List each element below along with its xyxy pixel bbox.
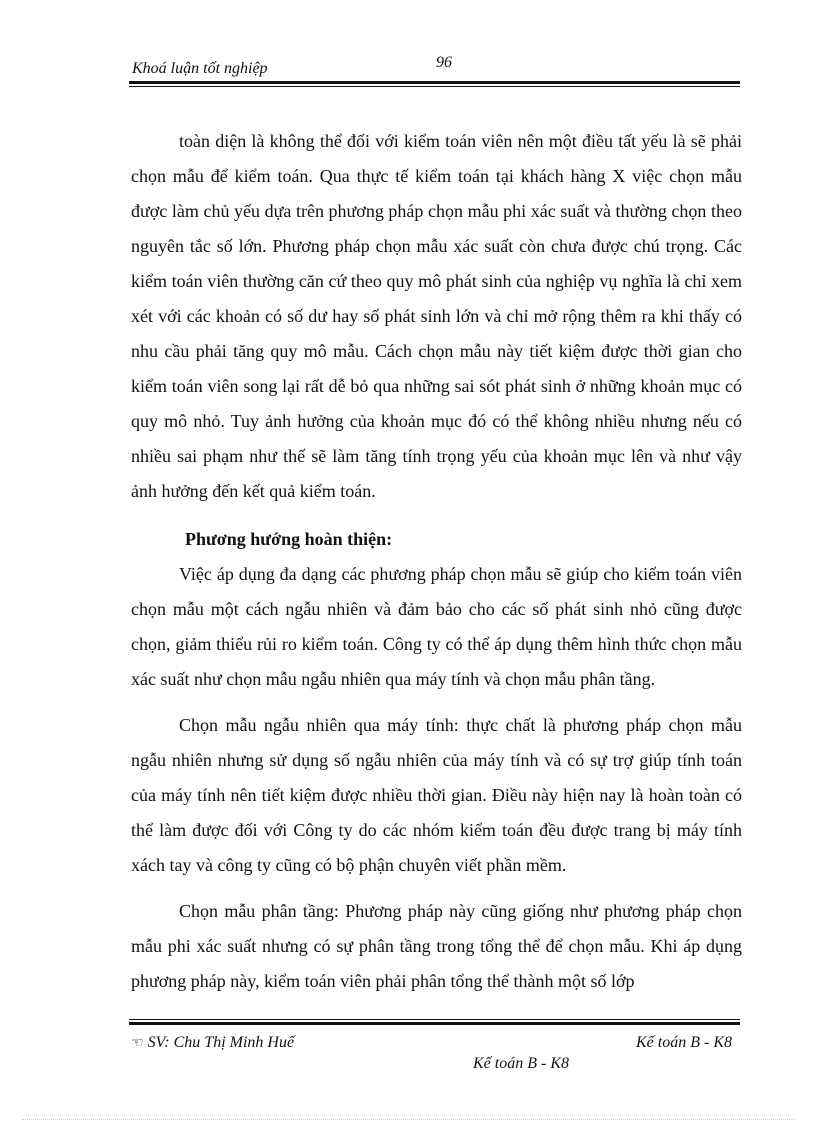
- paragraph-3: Chọn mẫu ngẫu nhiên qua máy tính: thực chất là phương pháp chọn mẫu ngẫu nhiên nhưng sử dụng số ngẫu nhiên của máy tính và có sự trợ giúp tính toán của máy tính nên tiết kiệm được nhiều thời gian. Điều này hiện nay là hoàn toàn có thể làm được đối với Công ty do các nhóm kiểm toán đều được trang bị máy tính xách tay và công ty cũng có bộ phận chuyên viết phần mềm.: [131, 715, 742, 875]
- page-edge-divider: [22, 1119, 794, 1120]
- footer-class-right: Kế toán B - K8: [636, 1034, 732, 1051]
- author-name: SV: Chu Thị Minh Huế: [147, 1034, 295, 1051]
- footer-rule-thick: [129, 1022, 740, 1025]
- paragraph-2: Việc áp dụng đa dạng các phương pháp chọn mẫu sẽ giúp cho kiểm toán viên chọn mẫu một cách ngẫu nhiên và đảm bảo cho các số phát sinh nhỏ cũng được chọn, giảm thiểu rủi ro kiểm toán. Công ty có thể áp dụng thêm hình thức chọn mẫu xác suất như chọn mẫu ngẫu nhiên qua máy tính và chọn mẫu phân tầng.: [131, 564, 742, 689]
- header-title: Khoá luận tốt nghiệp: [132, 60, 268, 77]
- header-rule-thick: [129, 81, 740, 84]
- header-rule-thin: [129, 86, 740, 87]
- hand-pointer-icon: ☜: [131, 1036, 144, 1051]
- footer-rule-thin: [129, 1019, 740, 1020]
- paragraph-4: Chọn mẫu phân tầng: Phương pháp này cũng giống như phương pháp chọn mẫu phi xác suất nhưng có sự phân tầng trong tổng thể để chọn mẫu. Khi áp dụng phương pháp này, kiểm toán viên phải phân tổng thể thành một số lớp: [131, 901, 742, 991]
- footer-author: [131, 1034, 294, 1052]
- page-number: 96: [436, 54, 452, 71]
- body-text: [131, 124, 742, 999]
- section-heading: Phương hướng hoàn thiện:: [185, 529, 393, 549]
- paragraph-1: toàn diện là không thể đối với kiểm toán viên nên một điều tất yếu là sẽ phải chọn mẫu để kiểm toán. Qua thực tế kiểm toán tại khách hàng X việc chọn mẫu được làm chủ yếu dựa trên phương pháp chọn mẫu phi xác suất và thường chọn theo nguyên tắc số lớn. Phương pháp chọn mẫu xác suất còn chưa được chú trọng. Các kiểm toán viên thường căn cứ theo quy mô phát sinh của nghiệp vụ nghĩa là chỉ xem xét với các khoản có số dư hay số phát sinh lớn và chỉ mở rộng thêm ra khi thấy có nhu cầu phải tăng quy mô mẫu. Cách chọn mẫu này tiết kiệm được thời gian cho kiểm toán viên song lại rất dễ bỏ qua những sai sót phát sinh ở những khoản mục có quy mô nhỏ. Tuy ảnh hưởng của khoản mục đó có thể không nhiều nhưng nếu có nhiều sai phạm như thế sẽ làm tăng tính trọng yếu của khoản mục lên và như vậy ảnh hưởng đến kết quả kiểm toán.: [131, 131, 742, 501]
- footer-class-center: Kế toán B - K8: [473, 1055, 569, 1072]
